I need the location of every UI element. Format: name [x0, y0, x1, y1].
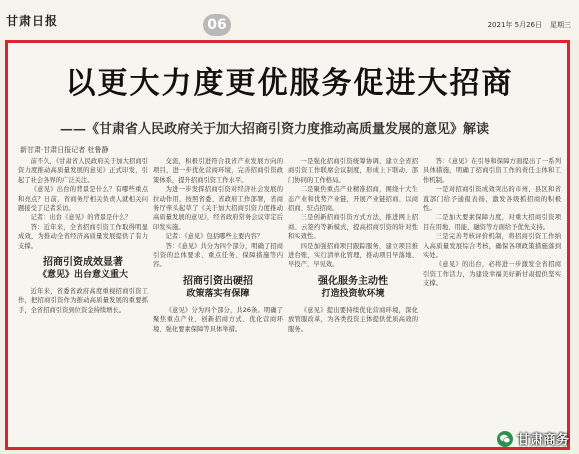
- issue-date-text: 2021年 5月26日: [487, 21, 542, 29]
- paragraph: 二是聚焦重点产业精准招商，围绕十大生态产业和优势产业链，开展产业链招商、以商招商、驻点招商。: [288, 186, 418, 213]
- paragraph: 一是强化招商引资统筹协调，建立全省招商引资工作联席会议制度，形成上下联动、部门协同的工作格局。: [288, 158, 418, 184]
- paragraph: 三是完善考核评价机制，将招商引资工作纳入高质量发展综合考核，确保各项政策措施落到实处。: [423, 233, 561, 260]
- paragraph: 《意见》提出要持续优化营商环境，深化放管服改革，为各类投资主体提供优质高效的服务。: [288, 306, 418, 333]
- page-number-badge: 06: [203, 14, 231, 36]
- section-heading-1: [18, 256, 148, 282]
- column-3: [288, 157, 418, 334]
- paragraph: 记者：《意见》包括哪些主要内容？: [165, 233, 264, 241]
- paragraph: 二是加大要素保障力度，对重大招商引资项目在用地、用能、融资等方面给予优先支持。: [423, 214, 561, 231]
- paragraph: 答：《意见》共分为四个部分，明确了招商引资的总体要求、重点任务、保障措施等内容。: [153, 242, 283, 269]
- column-1: [18, 157, 148, 315]
- section-heading-line: 《意见》出台意义重大: [37, 270, 128, 281]
- wechat-logo-icon: [497, 431, 513, 447]
- paragraph: 为进一步发挥招商引资对经济社会发展的拉动作用，按照省委、省政府工作部署，省商务厅牵头起草了《关于加大招商引资力度推动高质量发展的意见》，经省政府常务会议审定后印发实施。: [153, 186, 283, 231]
- paragraph: 三是创新招商引资方式方法，推进网上招商、云签约等新模式，提高招商引资的针对性和实效性。: [288, 214, 418, 241]
- paragraph: 交流，积极引进符合我省产业发展方向的项目，进一步优化营商环境，完善招商引资政策体系，提升招商引资工作水平。: [153, 158, 283, 184]
- issue-weekday: 星期三: [550, 21, 571, 29]
- article-subheadline: ——《甘肃省人民政府关于加大招商引资力度推动高质量发展的意见》解读: [60, 122, 490, 137]
- paragraph: 答：《意见》在引导和保障方面提出了一系列具体措施，明确了招商引资工作的责任主体和工作机制。: [423, 158, 561, 184]
- paragraph: 近年来，省委省政府高度重视招商引资工作，把招商引资作为推动高质量发展的重要抓手，全省招商引资到位资金持续增长。: [18, 288, 148, 314]
- masthead: [0, 0, 579, 40]
- column-2: [153, 157, 283, 334]
- paragraph: 答：近年来，全省招商引资工作取得明显成效，为推动全省经济高质量发展提供了有力支撑。: [18, 223, 148, 250]
- section-heading-line: 招商引资出硬招: [183, 275, 253, 287]
- section-heading-line: 强化服务主动性: [318, 275, 388, 287]
- watermark-text: 甘肃商务: [516, 433, 569, 448]
- section-heading-line: 政策落实有保障: [186, 288, 250, 299]
- newspaper-brand: 甘肃日报: [6, 14, 59, 28]
- column-4: [423, 157, 561, 289]
- paragraph: 前不久，《甘肃省人民政府关于加大招商引资力度推动高质量发展的意见》正式印发，引起了社会各界的广泛关注。: [18, 158, 148, 184]
- article-byline: 新甘肃·甘肃日报记者 杜鲁静: [20, 146, 109, 154]
- section-heading-line: 招商引资成效显著: [43, 257, 123, 269]
- paragraph: 《意见》出台的背景是什么？有哪些重点和亮点？日前，省商务厅相关负责人就相关问题接受了记者采访。: [18, 186, 148, 213]
- paragraph: 一是对招商引资成效突出的市州、县区和省直部门给予通报表扬，激发各级抓招商的积极性。: [423, 186, 561, 213]
- section-heading-2: [153, 275, 283, 301]
- paragraph: 四是加强招商项目跟踪服务，建立项目推进台账，实行清单化管理，推动项目早落地、早投产、早见效。: [288, 242, 418, 269]
- paragraph: 《意见》分为四个部分，共26条。明确了聚焦重点产业、创新招商方式、优化营商环境、强化要素保障等具体举措。: [153, 306, 283, 333]
- paragraph: 《意见》的出台，必将进一步激发全省招商引资工作活力，为建设幸福美好新甘肃提供坚实支撑。: [423, 261, 561, 288]
- section-heading-3: [288, 275, 418, 301]
- section-heading-line: 打造投资软环境: [321, 288, 385, 299]
- watermark: [497, 429, 569, 448]
- article-headline: 以更大力度更优服务促进大招商: [65, 66, 514, 101]
- paragraph: 记者：出台《意见》的背景是什么？: [30, 214, 132, 222]
- issue-date: [488, 20, 571, 30]
